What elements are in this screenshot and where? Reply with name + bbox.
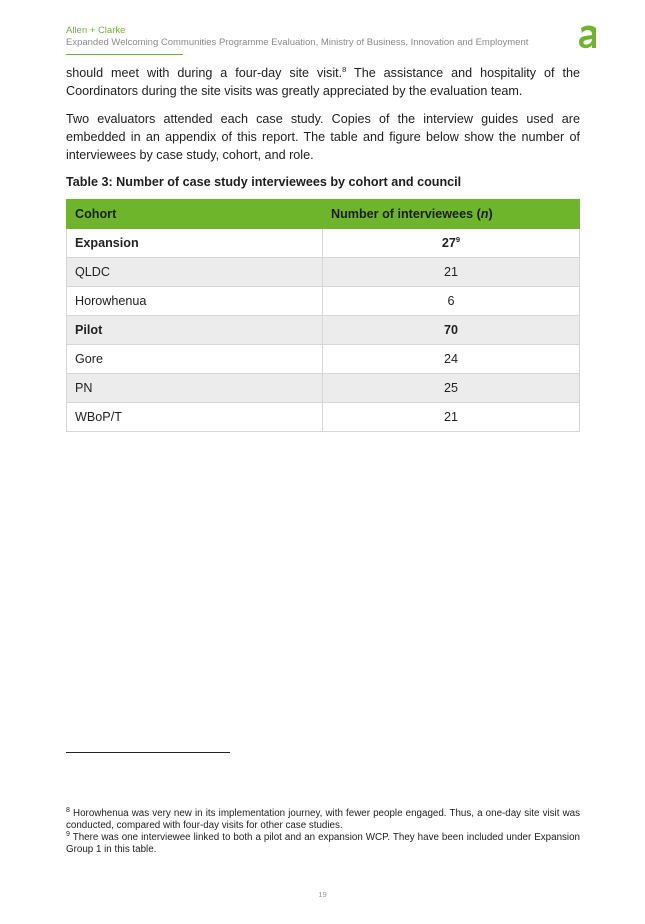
cohort-cell: WBoP/T: [67, 403, 323, 432]
document-subtitle: Expanded Welcoming Communities Programme Evaluation, Ministry of Business, Innovation and Employment: [66, 37, 529, 48]
header-rule: [66, 54, 183, 55]
cohort-cell: PN: [67, 374, 323, 403]
table-row: [67, 287, 580, 316]
table-row: [67, 403, 580, 432]
table-row: [67, 316, 580, 345]
count-cell: 21: [323, 258, 580, 287]
table-row: [67, 229, 580, 258]
allen-clarke-logo-icon: [578, 24, 600, 50]
footnote-9: $^9$ There was one interviewee linked to both a pilot and an expansion WCP. They have been included under Expansion Group 1 in this table.: [66, 831, 580, 855]
paragraph-site-visit: should meet with during a four-day site visit.$^8$ The assistance and hospitality of the Coordinators during the site visits was greatly appreciated by the evaluation team.: [66, 65, 580, 98]
table-row: [67, 374, 580, 403]
table-title: Table 3: Number of case study interviewees by cohort and council: [66, 175, 462, 189]
count-cell: $27^9$: [323, 229, 580, 258]
page-number: 19: [318, 890, 327, 899]
table-header-row: [67, 200, 580, 229]
footnotes: [66, 808, 580, 856]
cohort-cell: Expansion: [67, 229, 323, 258]
count-cell: 25: [323, 374, 580, 403]
brand-name: Allen + Clarke: [66, 25, 126, 36]
footnote-ref-8[interactable]: 8: [342, 65, 347, 74]
cohort-cell: Gore: [67, 345, 323, 374]
paragraph-evaluators: Two evaluators attended each case study. Copies of the interview guides used are embedded in an appendix of this report. The table and figure below show the number of interviewees by case study, cohort, and role.: [66, 112, 580, 162]
count-cell: 24: [323, 345, 580, 374]
cohort-cell: Pilot: [67, 316, 323, 345]
count-cell: 70: [323, 316, 580, 345]
cohort-cell: Horowhenua: [67, 287, 323, 316]
interviewees-table: [66, 199, 580, 432]
table-row: [67, 345, 580, 374]
page-header: [66, 25, 586, 55]
footnote-divider: [66, 752, 230, 753]
header-interviewees: Number of interviewees (n): [323, 200, 580, 229]
footnote-ref-9[interactable]: 9: [455, 235, 461, 244]
header-cohort: Cohort: [67, 200, 323, 229]
table-row: [67, 258, 580, 287]
footnote-8: $^8$ Horowhenua was very new in its implementation journey, with fewer people engaged. Thus, a one-day site visit was conducted, compared with four-day visits for other case studies.: [66, 807, 580, 831]
cohort-cell: QLDC: [67, 258, 323, 287]
count-cell: 21: [323, 403, 580, 432]
count-cell: 6: [323, 287, 580, 316]
